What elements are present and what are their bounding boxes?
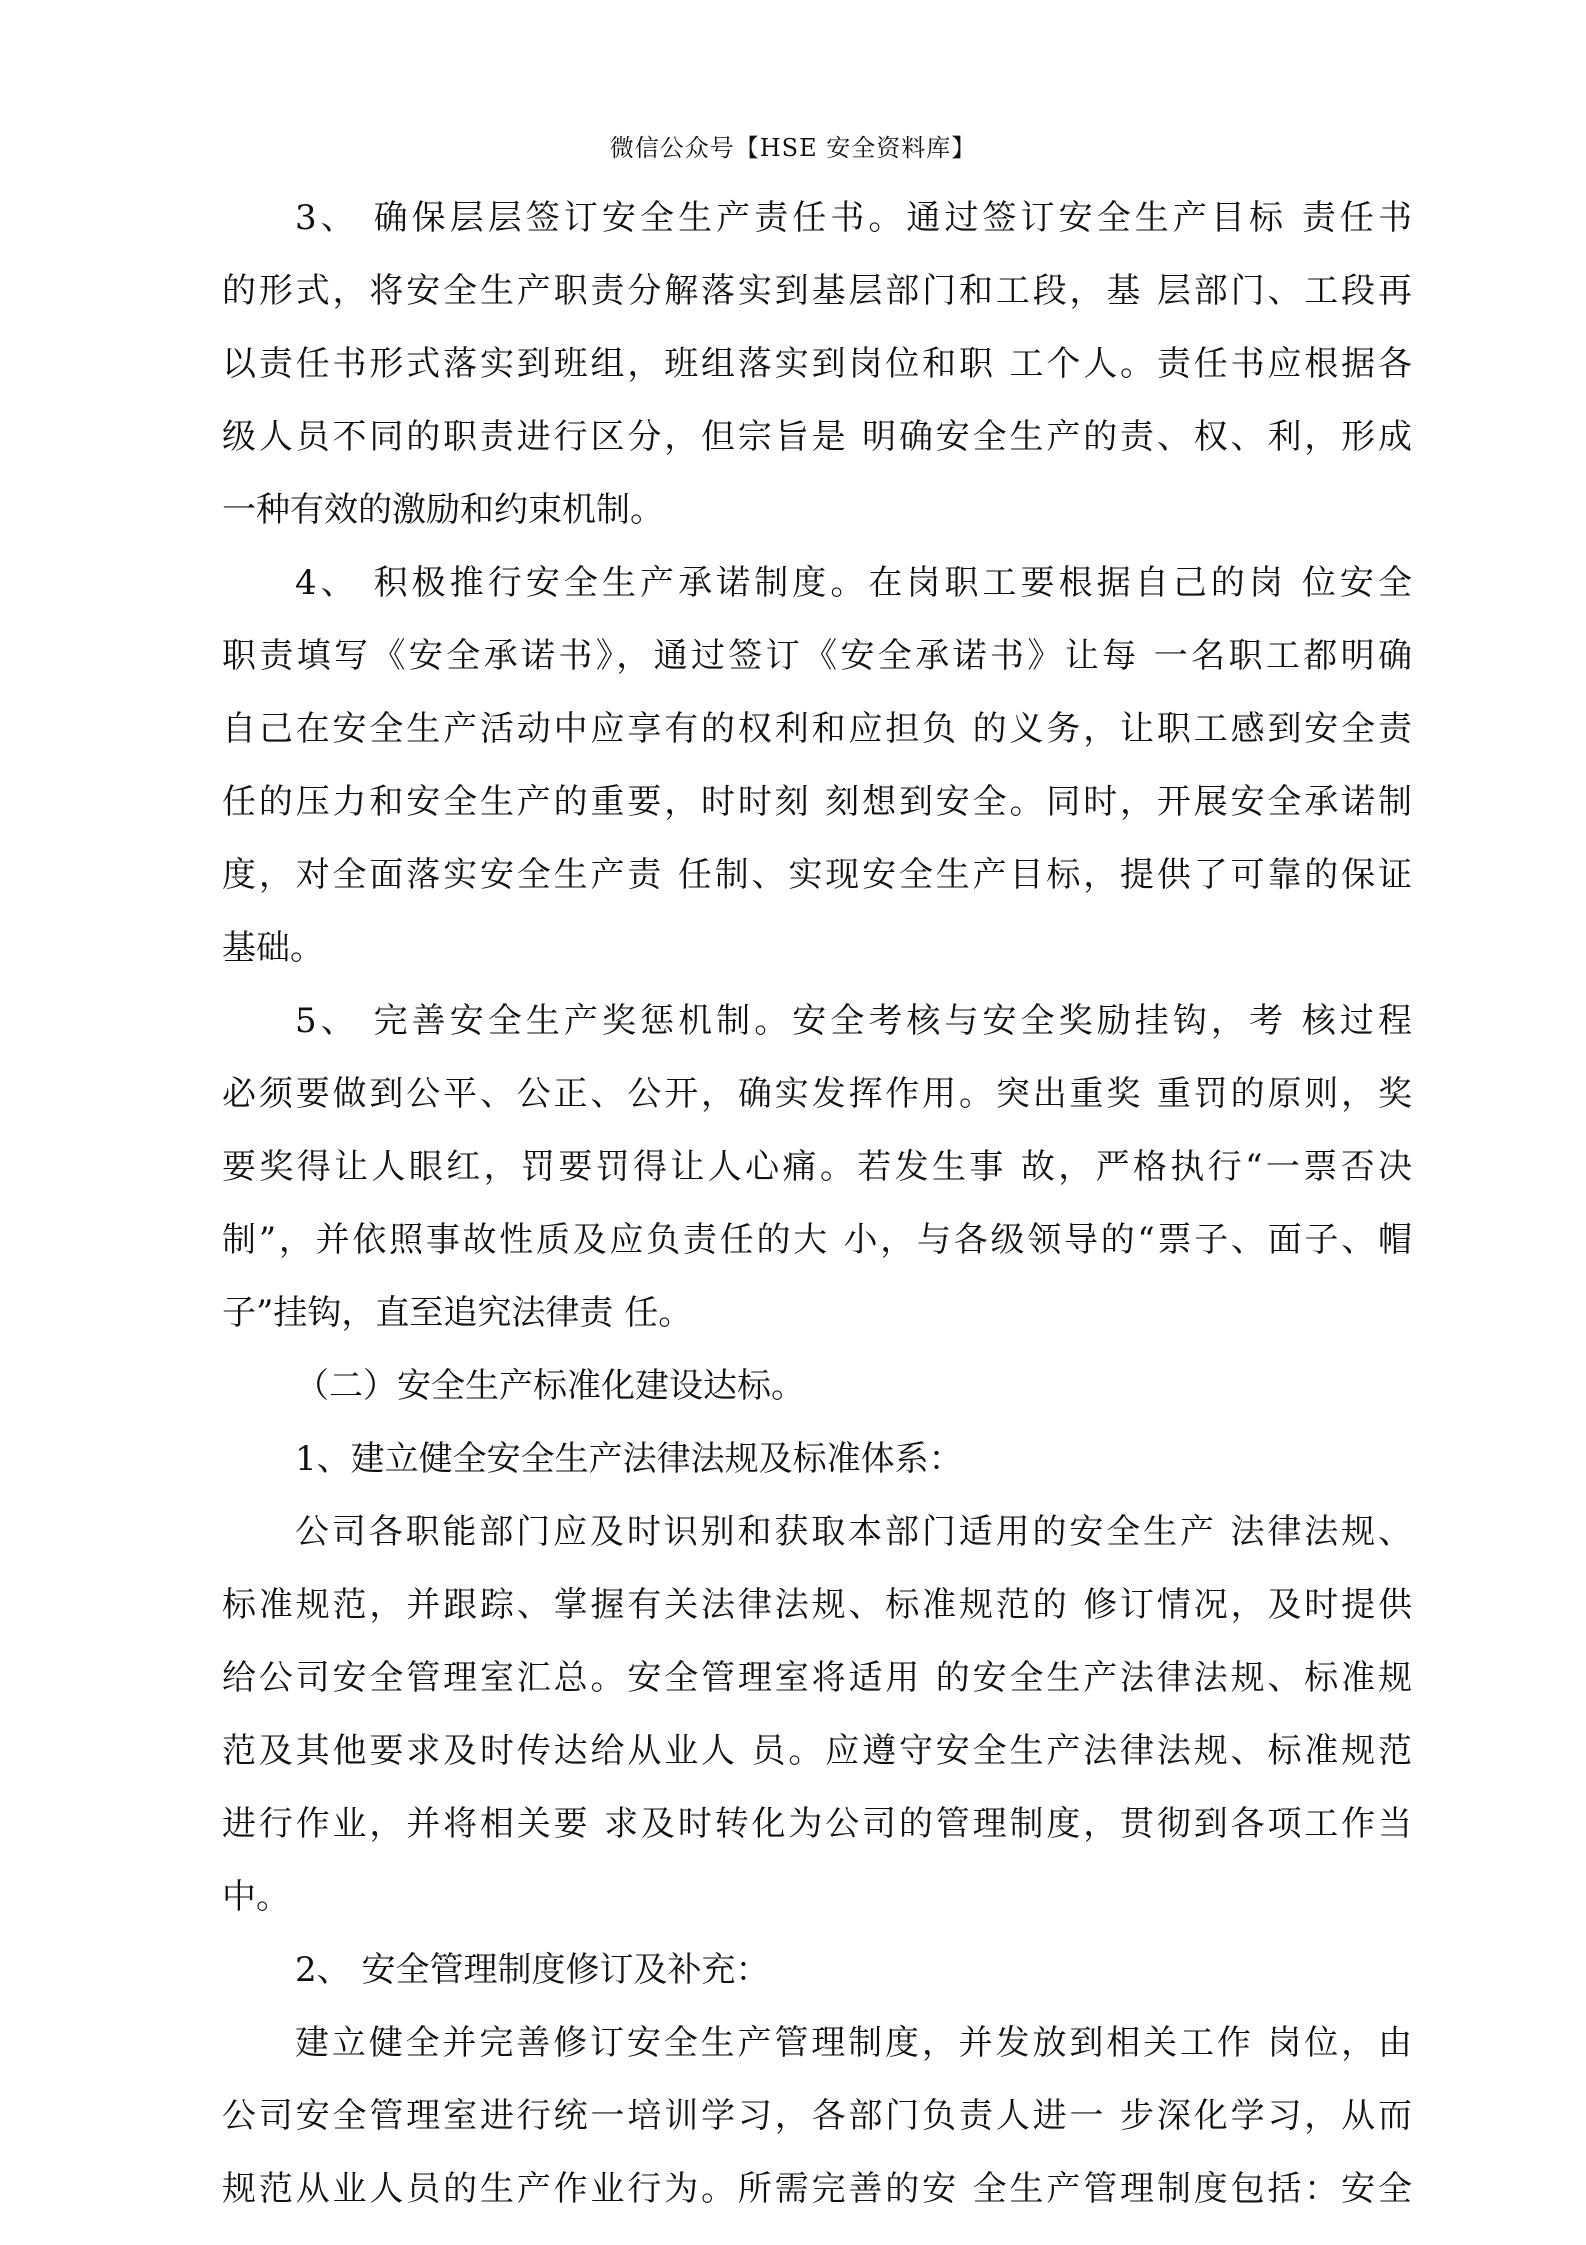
page-header: 微信公众号【HSE 安全资料库】 [609, 134, 977, 162]
paragraph-line: 子”挂钩，直至追究法律责 任。 [222, 1293, 693, 1333]
paragraph-line: 中。 [222, 1877, 290, 1917]
document-body [222, 182, 1412, 2226]
paragraph-line: 必须要做到公平、公正、公开，确实发挥作用。突出重奖 重罚的原则，奖 [222, 1074, 1412, 1114]
paragraph-line: 一种有效的激励和约束机制。 [222, 490, 664, 530]
paragraph-line: 任的压力和安全生产的重要，时时刻 刻想到安全。同时，开展安全承诺制 [222, 782, 1412, 822]
section-heading: （二）安全生产标准化建设达标。 [295, 1366, 805, 1406]
paragraph-line: 的形式，将安全生产职责分解落实到基层部门和工段，基 层部门、工段再 [222, 271, 1412, 311]
paragraph-line: 范及其他要求及时传达给从业人 员。应遵守安全生产法律法规、标准规范 [222, 1731, 1412, 1771]
paragraph-line: 职责填写《安全承诺书》，通过签订《安全承诺书》让每 一名职工都明确 [222, 636, 1412, 676]
paragraph-line: 给公司安全管理室汇总。安全管理室将适用 的安全生产法律法规、标准规 [222, 1658, 1412, 1698]
paragraph-line: 要奖得让人眼红，罚要罚得让人心痛。若发生事 故，严格执行“一票否决 [222, 1147, 1412, 1187]
paragraph-line: 进行作业，并将相关要 求及时转化为公司的管理制度，贯彻到各项工作当 [222, 1804, 1412, 1844]
subsection-heading: 2、 安全管理制度修订及补充： [295, 1950, 770, 1990]
paragraph-line: 制”，并依照事故性质及应负责任的大 小，与各级领导的“票子、面子、帽 [222, 1220, 1412, 1260]
paragraph-line: 度，对全面落实安全生产责 任制、实现安全生产目标，提供了可靠的保证 [222, 855, 1412, 895]
subsection-heading: 1、建立健全安全生产法律法规及标准体系： [295, 1439, 963, 1479]
paragraph-line: 建立健全并完善修订安全生产管理制度，并发放到相关工作 岗位，由 [295, 2023, 1412, 2063]
paragraph-line: 公司安全管理室进行统一培训学习，各部门负责人进一 步深化学习，从而 [222, 2096, 1412, 2136]
paragraph-line: 自己在安全生产活动中应享有的权利和应担负 的义务，让职工感到安全责 [222, 709, 1412, 749]
paragraph-line: 标准规范，并跟踪、掌握有关法律法规、标准规范的 修订情况，及时提供 [222, 1585, 1412, 1625]
paragraph-line: 基础。 [222, 928, 324, 968]
paragraph-line: 3、 确保层层签订安全生产责任书。通过签订安全生产目标 责任书 [295, 198, 1412, 238]
paragraph-line: 级人员不同的职责进行区分，但宗旨是 明确安全生产的责、权、利，形成 [222, 417, 1412, 457]
paragraph-line: 以责任书形式落实到班组，班组落实到岗位和职 工个人。责任书应根据各 [222, 344, 1412, 384]
paragraph-line: 5、 完善安全生产奖惩机制。安全考核与安全奖励挂钩，考 核过程 [295, 1001, 1412, 1041]
paragraph-line: 4、 积极推行安全生产承诺制度。在岗职工要根据自己的岗 位安全 [295, 563, 1412, 603]
paragraph-line: 公司各职能部门应及时识别和获取本部门适用的安全生产 法律法规、 [295, 1512, 1412, 1552]
paragraph-line: 规范从业人员的生产作业行为。所需完善的安 全生产管理制度包括：安全 [222, 2169, 1412, 2209]
